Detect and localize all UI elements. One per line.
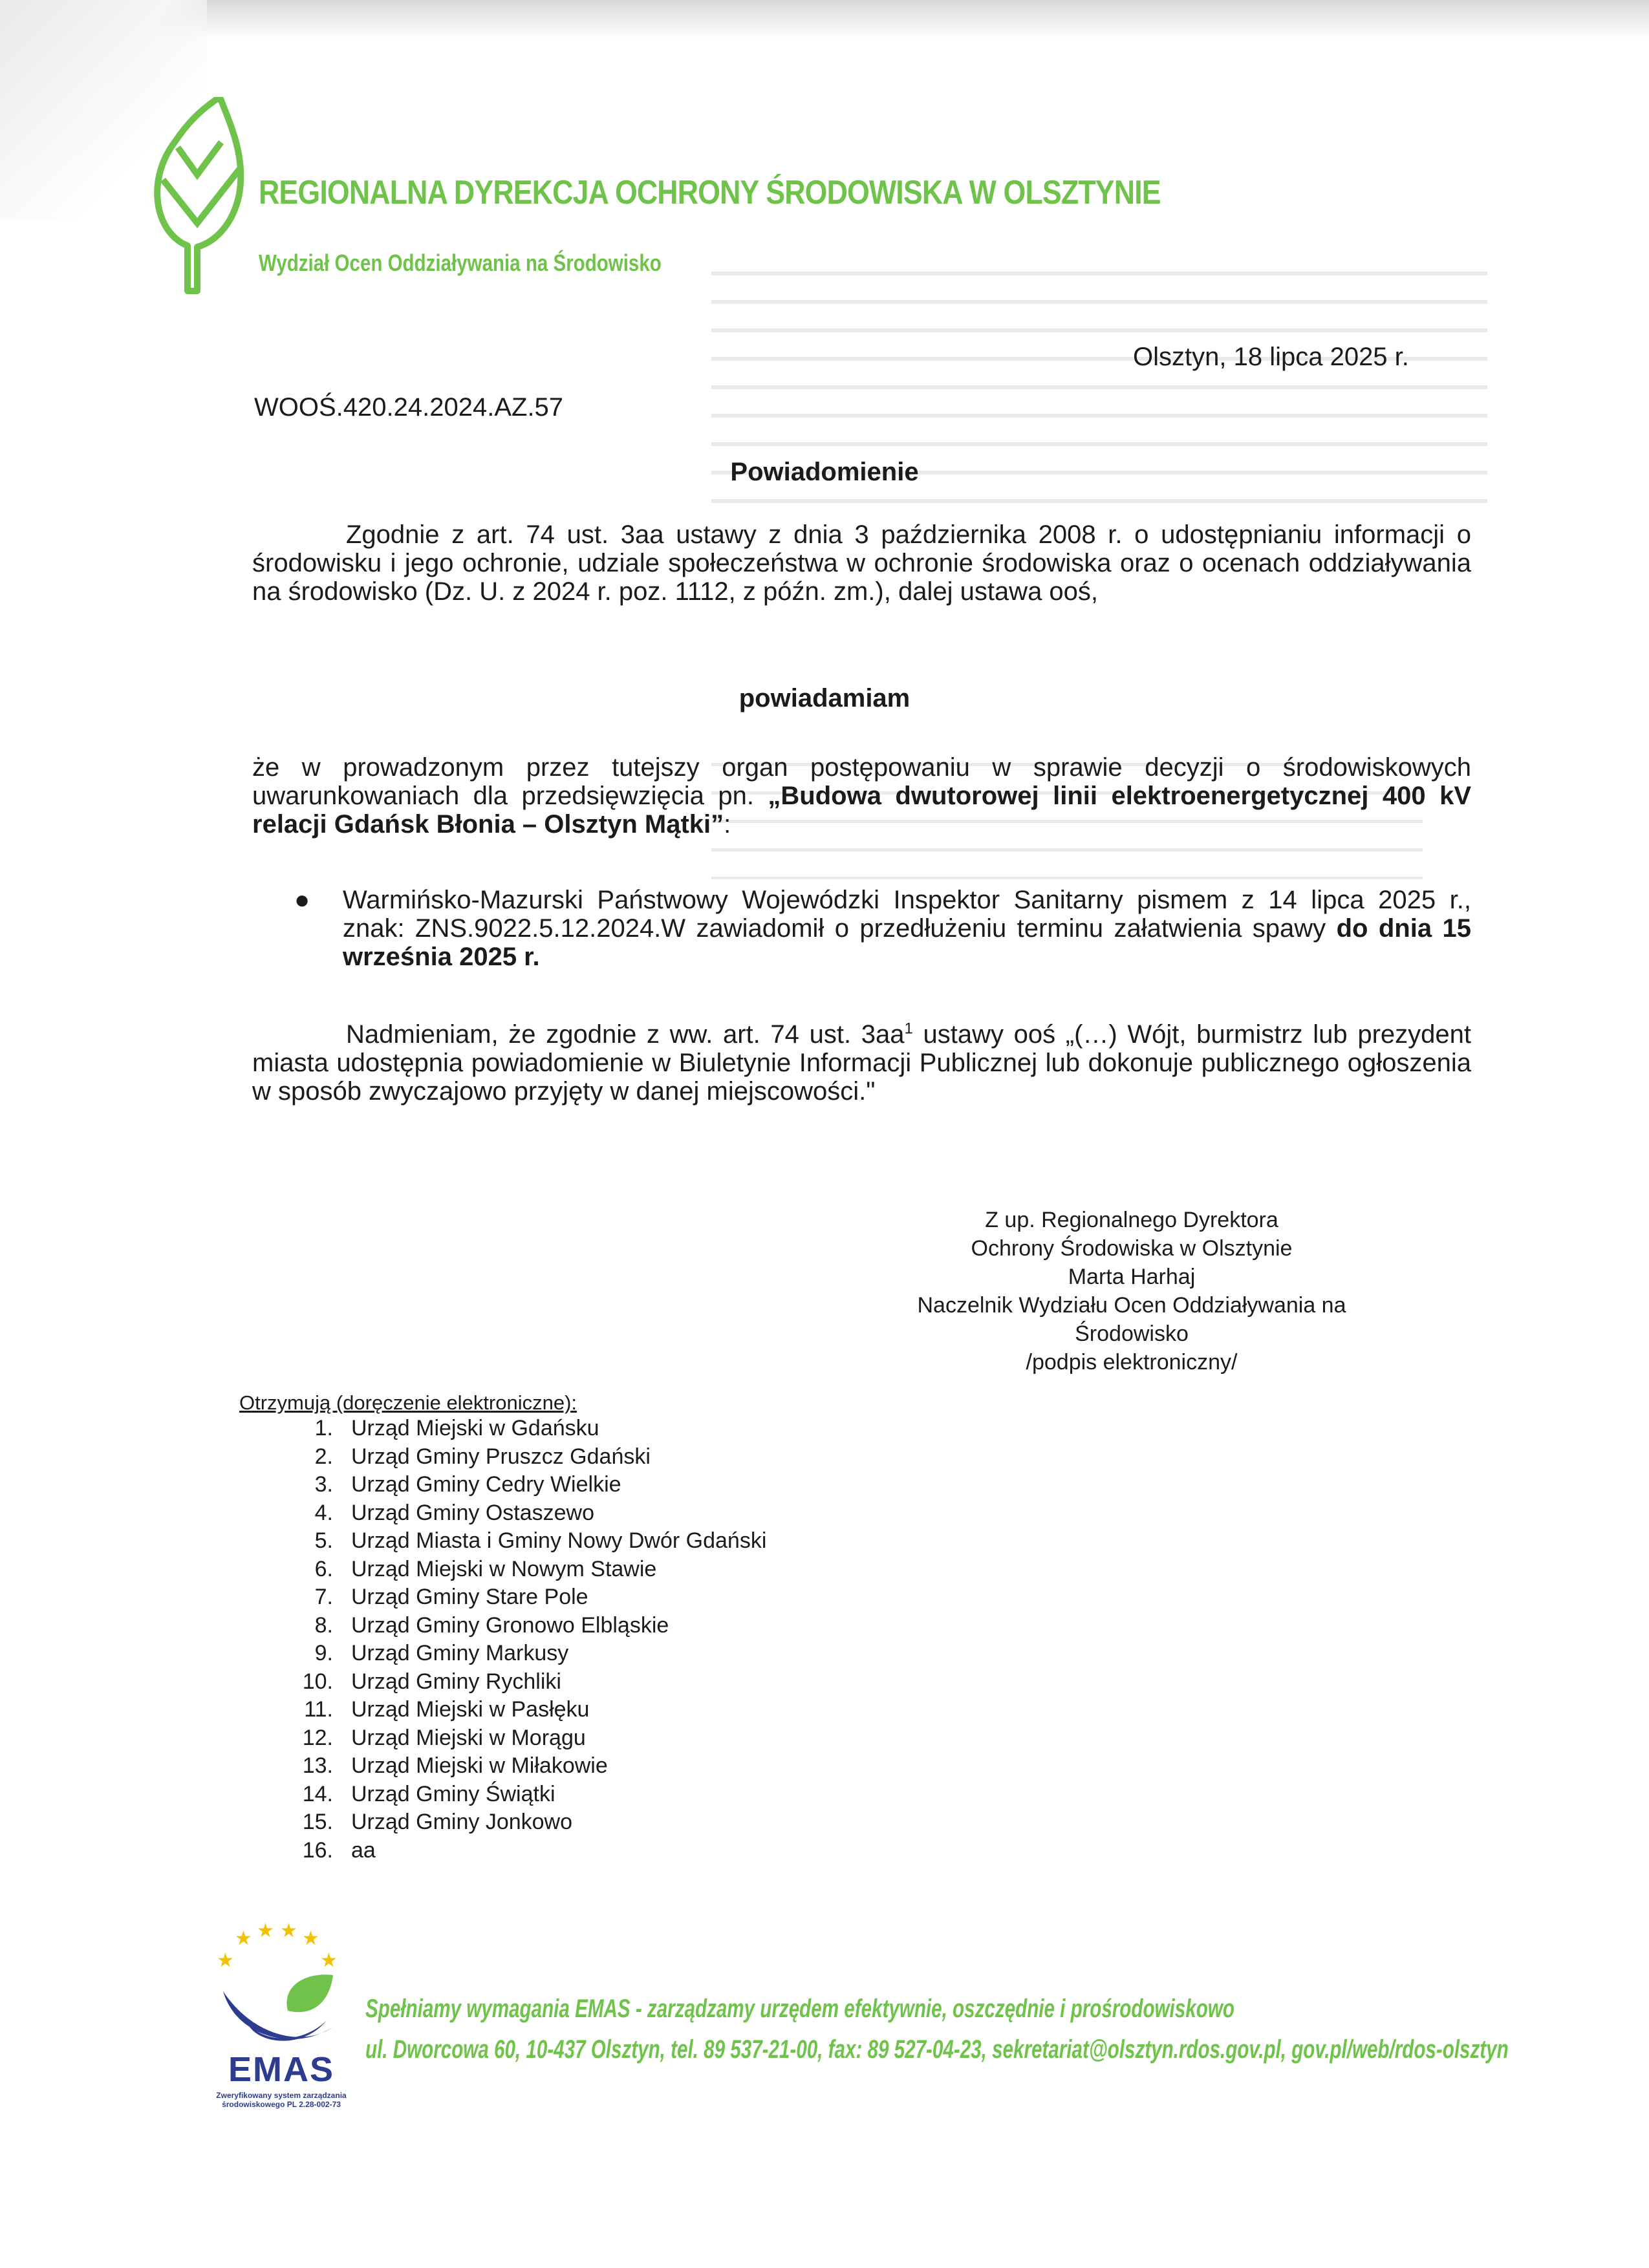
list-item xyxy=(278,1808,766,1837)
case-number: WOOŚ.420.24.2024.AZ.57 xyxy=(254,393,564,422)
list-item xyxy=(278,1640,766,1668)
list-item-name: Urząd Gminy Stare Pole xyxy=(351,1585,588,1609)
list-item xyxy=(278,1499,766,1528)
paragraph-proceeding-end: : xyxy=(724,810,731,839)
announce-heading: powiadamiam xyxy=(738,684,911,712)
list-item-name: Urząd Miejski w Morągu xyxy=(351,1725,586,1750)
list-item-number: 8. xyxy=(314,1612,333,1638)
department-name: Wydział Ocen Oddziaływania na Środowisko xyxy=(259,250,662,276)
list-item-name: Urząd Gminy Cedry Wielkie xyxy=(351,1472,621,1497)
project-name: „Budowa dwutorowej linii elektroenergetycznej 400 kV relacji Gdańsk Błonia – Olsztyn Mątki” xyxy=(252,782,1471,839)
list-item xyxy=(278,1724,766,1753)
list-item-name: Urząd Gminy Jonkowo xyxy=(351,1810,573,1834)
svg-text:★: ★ xyxy=(320,1949,338,1972)
list-item-number: 12. xyxy=(302,1725,333,1750)
list-item-name: Urząd Gminy Świątki xyxy=(351,1781,555,1806)
paragraph-legal-basis: Zgodnie z art. 74 ust. 3aa ustawy z dnia 3 października 2008 r. o udostępnianiu informacji o środowisku i jego ochronie, udziale społeczeństwa w ochronie środowiska oraz o ocenach oddziaływania na środowisko (Dz. U. z 2024 r. poz. 1112, z późn. zm.), dalej ustawa ooś, xyxy=(252,520,1471,606)
document-title: Powiadomienie xyxy=(730,458,919,486)
place-date: Olsztyn, 18 lipca 2025 r. xyxy=(1133,343,1409,371)
signature-line: Środowisko xyxy=(1075,1321,1189,1346)
list-item xyxy=(278,1612,766,1640)
list-item xyxy=(278,1583,766,1612)
list-item xyxy=(278,1471,766,1499)
signature-line: Ochrony Środowiska w Olsztynie xyxy=(971,1236,1293,1261)
list-item-number: 11. xyxy=(304,1697,333,1722)
list-item-number: 16. xyxy=(302,1837,333,1863)
paragraph-note-start: Nadmieniam, że zgodnie z ww. art. 74 ust. 3aa xyxy=(346,1020,905,1049)
list-item xyxy=(278,1781,766,1809)
list-item-number: 2. xyxy=(314,1444,333,1469)
footer-motto: Spełniamy wymagania EMAS - zarządzamy urzędem efektywnie, oszczędnie i prośrodowiskowo xyxy=(365,1995,1234,2023)
list-item-name: Urząd Gminy Rychliki xyxy=(351,1669,561,1694)
organization-name: REGIONALNA DYREKCJA OCHRONY ŚRODOWISKA W OLSZTYNIE xyxy=(259,174,1161,211)
list-item xyxy=(278,1668,766,1696)
rdos-leaf-logo-icon xyxy=(149,97,246,297)
list-item-number: 7. xyxy=(314,1585,333,1609)
svg-text:★: ★ xyxy=(235,1927,252,1950)
list-item-number: 9. xyxy=(314,1641,333,1665)
signature-line: /podpis elektroniczny/ xyxy=(1026,1350,1238,1375)
paragraph-note xyxy=(252,1020,1471,1106)
scan-edge xyxy=(0,0,1649,39)
list-item-name: Urząd Miasta i Gminy Nowy Dwór Gdański xyxy=(351,1528,767,1553)
list-item-name: Urząd Miejski w Miłakowie xyxy=(351,1753,608,1778)
list-item-number: 5. xyxy=(314,1528,333,1553)
paragraph-note-end: ustawy ooś „(…) Wójt, burmistrz lub prezydent miasta udostępnia powiadomienie w Biuletynie Informacji Publicznej lub dokonuje publicznego ogłoszenia w sposób zwyczajowo przyjęty w danej miejscowości." xyxy=(252,1020,1471,1106)
list-item-number: 14. xyxy=(302,1781,333,1806)
list-item-name: Urząd Gminy Ostaszewo xyxy=(351,1500,594,1525)
list-item-number: 15. xyxy=(302,1810,333,1834)
paragraph-proceeding xyxy=(252,753,1471,839)
svg-text:★: ★ xyxy=(217,1949,234,1972)
footer-contact: ul. Dworcowa 60, 10-437 Olsztyn, tel. 89 537-21-00, fax: 89 527-04-23, sekretariat@olsztyn.rdos.gov.pl, gov.pl/web/rdos-olsztyn xyxy=(365,2035,1509,2064)
svg-text:★: ★ xyxy=(280,1920,297,1942)
paragraph-proceeding-text: że w prowadzonym przez tutejszy organ postępowaniu w sprawie decyzji o środowiskowych uwarunkowaniach dla przedsięwzięcia pn. xyxy=(252,753,1471,810)
list-item xyxy=(278,1556,766,1584)
list-item-name: Urząd Gminy Gronowo Elbląskie xyxy=(351,1612,669,1638)
emas-label: EMAS xyxy=(228,2050,334,2089)
list-item-number: 10. xyxy=(302,1669,333,1694)
signature-line: Marta Harhaj xyxy=(1068,1265,1196,1289)
list-item-name: Urząd Miejski w Nowym Stawie xyxy=(351,1556,657,1581)
bullet-deadline: do dnia 15 września 2025 r. xyxy=(343,914,1472,971)
emas-subtitle: Zweryfikowany system zarządzania środowiskowego PL 2.28-002-73 xyxy=(216,2091,347,2109)
list-item xyxy=(278,1696,766,1724)
recipients-title: Otrzymują (doręczenie elektroniczne): xyxy=(239,1391,577,1414)
list-item-name: Urząd Gminy Pruszcz Gdański xyxy=(351,1444,651,1469)
list-item-number: 3. xyxy=(314,1472,333,1497)
bullet-item xyxy=(294,886,1471,971)
footnote-marker: 1 xyxy=(904,1020,913,1038)
list-item xyxy=(278,1752,766,1781)
signature-block xyxy=(905,1206,1358,1376)
svg-text:★: ★ xyxy=(302,1927,319,1950)
bullet-body: Warmińsko-Mazurski Państwowy Wojewódzki Inspektor Sanitarny pismem z 14 lipca 2025 r., znak: ZNS.9022.5.12.2024.W zawiadomił o przedłużeniu terminu załatwienia spawy xyxy=(343,886,1471,943)
bullet-dot-icon: ● xyxy=(294,886,310,914)
list-item xyxy=(278,1527,766,1556)
svg-text:★: ★ xyxy=(257,1920,274,1942)
list-item xyxy=(278,1443,766,1471)
list-item-name: Urząd Miejski w Pasłęku xyxy=(351,1697,590,1722)
bullet-text xyxy=(343,886,1471,971)
list-item xyxy=(278,1837,766,1865)
signature-line: Z up. Regionalnego Dyrektora xyxy=(985,1208,1278,1232)
list-item-name: Urząd Gminy Markusy xyxy=(351,1641,569,1665)
signature-line: Naczelnik Wydziału Ocen Oddziaływania na xyxy=(917,1293,1346,1318)
list-item-name: Urząd Miejski w Gdańsku xyxy=(351,1416,599,1440)
list-item-number: 1. xyxy=(314,1416,333,1440)
list-item-number: 13. xyxy=(302,1753,333,1778)
list-item-number: 6. xyxy=(314,1556,333,1581)
recipients-list xyxy=(278,1415,766,1865)
list-item xyxy=(278,1415,766,1443)
list-item-number: 4. xyxy=(314,1500,333,1525)
list-item-name: aa xyxy=(351,1837,376,1863)
